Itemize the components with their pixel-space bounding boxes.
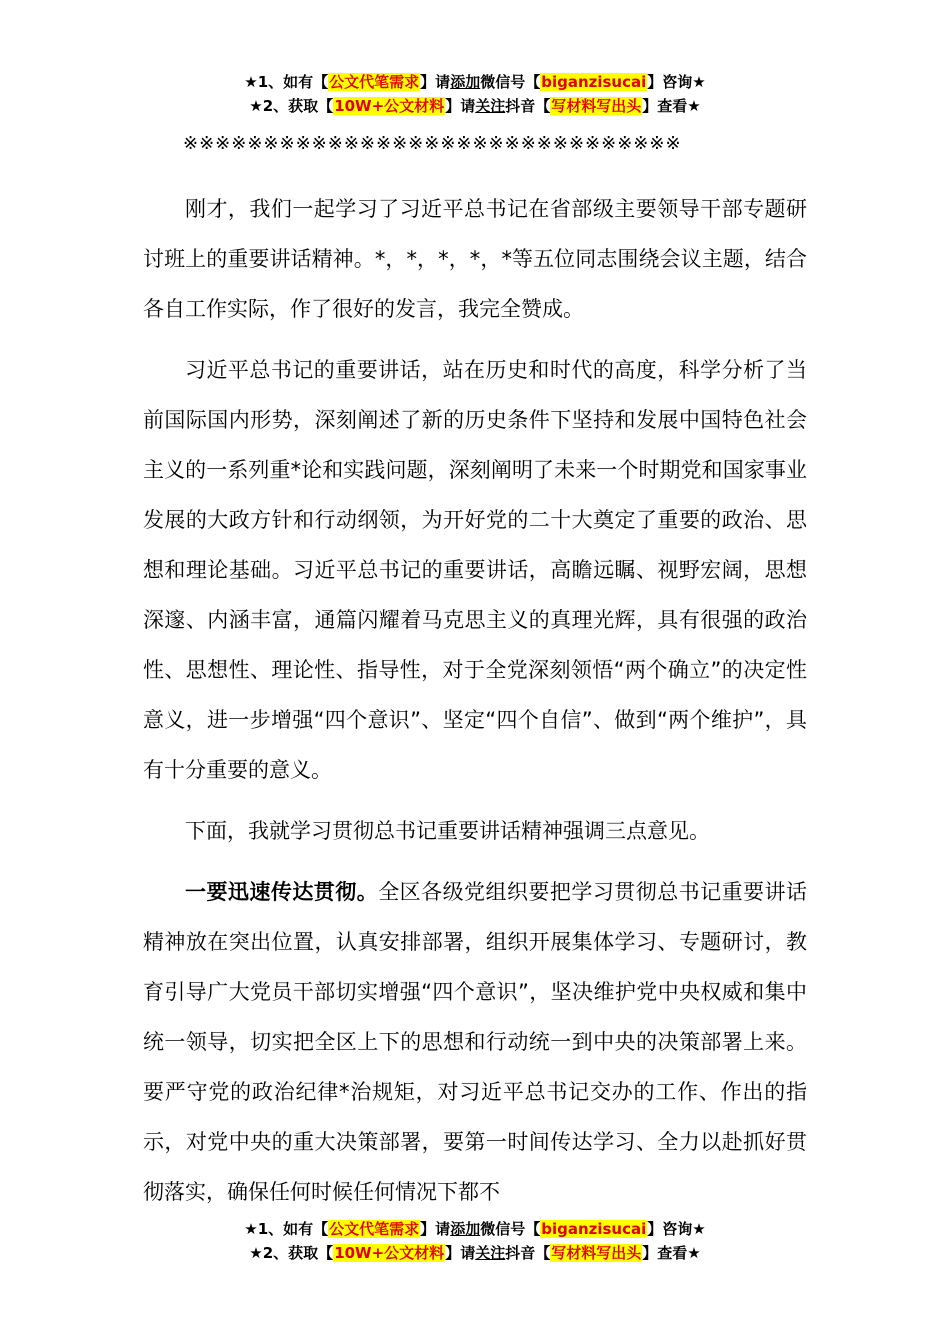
separator-line: ※※※※※※※※※※※※※※※※※※※※※※※※※※※※※※※ — [183, 133, 682, 154]
banner-highlight: biganzisucai — [541, 1220, 647, 1238]
banner-highlight: 写材料写出头 — [551, 97, 642, 115]
banner-highlight: 10W+公文材料 — [334, 97, 445, 115]
banner-line-1 — [0, 70, 950, 94]
banner-text: 】咨询★ — [647, 1220, 706, 1238]
paragraph: 刚才，我们一起学习了习近平总书记在省部级主要领导干部专题研讨班上的重要讲话精神。*，*，*，*，*等五位同志围绕会议主题，结合各自工作实际，作了很好的发言，我完全赞成。 — [143, 197, 807, 321]
banner-text: 微信号【 — [480, 73, 541, 91]
banner-text: 】查看★ — [642, 1244, 701, 1262]
banner-underlined: 添加 — [450, 73, 481, 91]
banner-highlight: 公文代笔需求 — [329, 73, 420, 91]
banner-underlined: 添加 — [450, 1220, 481, 1238]
banner-text: ★1、如有【 — [244, 73, 329, 91]
banner-text: 微信号【 — [480, 1220, 541, 1238]
banner-text: ★1、如有【 — [244, 1220, 329, 1238]
banner-text: ★2、获取【 — [249, 1244, 334, 1262]
banner-line-1 — [0, 1217, 950, 1241]
paragraph — [143, 867, 807, 1217]
banner-line-2 — [0, 94, 950, 118]
document-body — [143, 184, 807, 1228]
banner-highlight: 公文代笔需求 — [329, 1220, 420, 1238]
paragraph-lead: 一要迅速传达贯彻。 — [185, 880, 379, 904]
banner-text: 抖音【 — [505, 97, 551, 115]
paragraph: 下面，我就学习贯彻总书记重要讲话精神强调三点意见。 — [185, 819, 710, 843]
banner-text: 】请 — [420, 73, 451, 91]
banner-text: 】咨询★ — [647, 73, 706, 91]
banner-text: ★2、获取【 — [249, 97, 334, 115]
banner-underlined: 关注 — [475, 97, 506, 115]
banner-underlined: 关注 — [475, 1244, 506, 1262]
paragraph-body: 全区各级党组织要把学习贯彻总书记重要讲话精神放在突出位置，认真安排部署，组织开展集体学习、专题研讨，教育引导广大党员干部切实增强“四个意识”，坚决维护党中央权威和集中统一领导，切实把全区上下的思想和行动统一到中央的决策部署上来。要严守党的政治纪律*治规矩，对习近平总书记交办的工作、作出的指示，对党中央的重大决策部署，要第一时间传达学习、全力以赴抓好贯彻落实，确保任何时候任何情况下都不 — [143, 880, 808, 1204]
banner-text: 】查看★ — [642, 97, 701, 115]
banner-text: 】请 — [445, 1244, 476, 1262]
banner-highlight: biganzisucai — [541, 73, 647, 91]
banner-line-2 — [0, 1241, 950, 1265]
banner-highlight: 写材料写出头 — [551, 1244, 642, 1262]
banner-highlight: 10W+公文材料 — [334, 1244, 445, 1262]
banner-text: 】请 — [445, 97, 476, 115]
banner-text: 】请 — [420, 1220, 451, 1238]
footer-banner — [0, 1217, 950, 1265]
paragraph: 习近平总书记的重要讲话，站在历史和时代的高度，科学分析了当前国际国内形势，深刻阐述了新的历史条件下坚持和发展中国特色社会主义的一系列重*论和实践问题，深刻阐明了未来一个时期党和国家事业发展的大政方针和行动纲领，为开好党的二十大奠定了重要的政治、思想和理论基础。习近平总书记的重要讲话，高瞻远瞩、视野宏阔，思想深邃、内涵丰富，通篇闪耀着马克思主义的真理光辉，具有很强的政治性、思想性、理论性、指导性，对于全党深刻领悟“两个确立”的决定性意义，进一步增强“四个意识”、坚定“四个自信”、做到“两个维护”，具有十分重要的意义。 — [143, 358, 807, 782]
header-banner — [0, 70, 950, 118]
banner-text: 抖音【 — [505, 1244, 551, 1262]
